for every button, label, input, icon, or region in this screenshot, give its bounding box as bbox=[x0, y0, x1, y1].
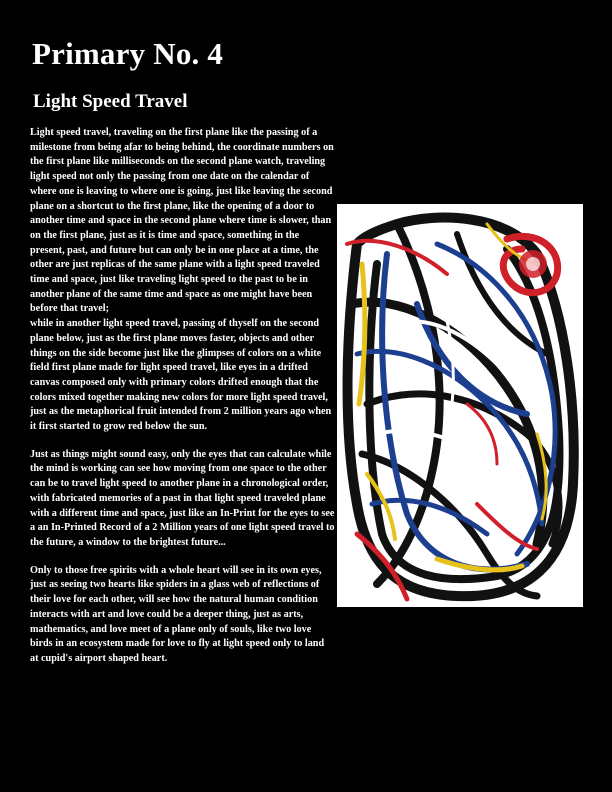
body-text bbox=[30, 126, 335, 667]
page-subtitle: Light Speed Travel bbox=[33, 91, 188, 112]
abstract-painting-illustration bbox=[337, 204, 583, 607]
painting-image bbox=[337, 204, 583, 607]
paragraph-1: Light speed travel, traveling on the first plane like the passing of a milestone from being afar to being behind, the coordinate numbers on the first plane like milliseconds on the second plane watch, traveling light speed not only the passing from one date on the calendar of where one is leaving to where one is going, just like leaving the second plane on a shortcut to the first plane, like the opening of a door to another time and space in the second plane where time is slower, than on the first plane, just as it is time and space, something in the present, past, and future but can only be in one place at a time, the other are just replicas of the same plane with a light speed traveled time and space, just like traveling light speed to the past to be in another plane of the same time and space as one might have been before that travel; bbox=[30, 127, 334, 315]
paragraph-4: Only to those free spirits with a whole heart will see in its own eyes, just as seeing two hearts like spiders in a glass web of reflections of their love for each other, will see how the natural human condition interacts with art and love could be a deeper thing, just as arts, mathematics, and love meet of a plane only of souls, like two love birds in an ecosystem made for love to fly at light speed only to land at cupid's airport shaped heart. bbox=[30, 564, 325, 664]
page-title: Primary No. 4 bbox=[32, 36, 224, 71]
paragraph-3: Just as things might sound easy, only the eyes that can calculate while the mind is working can see how moving from one space to the other can be to travel light speed to another plane in a chronological order, with fabricated memories of a past in that light speed traveled plane with a different time and space, just like an In-Print for the eyes to see a an In-Printed Record of a 2 Million years of one light speed travel to the future, a window to the brightest future... bbox=[30, 448, 335, 548]
paragraph-2: while in another light speed travel, passing of thyself on the second plane below, just as the first plane moves faster, objects and other things on the side become just like the glimpses of colors on a white field first plane made for light speed travel, like eyes in a drifted canvas composed only with primary colors drifted enough that the colors mixed together making new colors for more light speed travel, just as the metaphorical fruit intended from 2 million years ago when it first started to grow red below the sun. bbox=[30, 318, 332, 433]
